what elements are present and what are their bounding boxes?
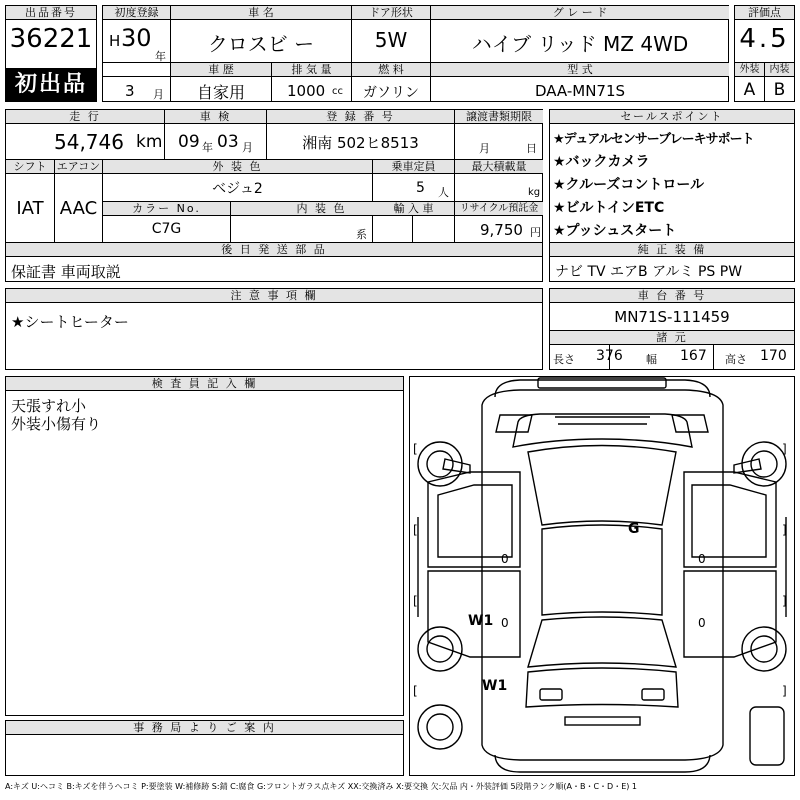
inspector-line: 外装小傷有り (11, 415, 102, 433)
header-section (5, 5, 795, 102)
vehicle-header-grid (102, 5, 729, 102)
docs-value: 保証書 車両取説 (11, 263, 121, 281)
ext-color: ベジュ2 (212, 181, 263, 197)
import-label: 輸 入 車 (373, 202, 454, 215)
bracket-mark: [ (413, 684, 418, 698)
inspection-month-unit: 月 (242, 141, 253, 154)
car-damage-diagram (410, 377, 794, 775)
bracket-mark: ] (782, 594, 787, 608)
vehicle-detail-grid (5, 109, 543, 282)
inspector-box (5, 376, 404, 716)
notes-label: 注 意 事 項 欄 (6, 289, 542, 303)
history-label: 車 歴 (171, 63, 271, 76)
capacity: 5 (416, 180, 425, 196)
bracket-mark: [ (413, 523, 418, 537)
displacement-label: 排 気 量 (272, 63, 351, 76)
inspection-year: 09 (178, 132, 200, 152)
damage-mark-left-door: W1 (468, 613, 494, 629)
chassis-label: 車 台 番 号 (550, 289, 794, 303)
spec-label: 諸 元 (550, 331, 794, 344)
ext-color-label: 外 装 色 (103, 160, 372, 173)
height-value: 170 (760, 348, 787, 364)
ac-label: エアコン (56, 160, 101, 173)
recycle-label: リサイクル預託金 (455, 202, 543, 215)
color-number: C7G (151, 221, 182, 237)
shift-label: シフト (6, 160, 54, 173)
score-value: 4.5 (739, 24, 790, 54)
sales-point-item: ★クルーズコントロール (553, 177, 705, 193)
chassis-box (549, 288, 795, 370)
damage-mark-windshield: G (628, 521, 640, 537)
exterior-grade: A (743, 80, 756, 100)
plate-label: 登 録 番 号 (267, 110, 454, 123)
era-prefix: H (109, 32, 121, 50)
sales-point-item: ★バックカメラ (553, 154, 650, 170)
exterior-label: 外装 (735, 63, 764, 76)
grade-label: グ レ ー ド (431, 6, 729, 19)
width-value: 167 (680, 348, 707, 364)
score-label: 評価点 (735, 6, 794, 20)
interior-label: 内装 (765, 63, 794, 76)
int-color-unit: 系 (356, 228, 367, 241)
first-reg-label: 初度登録 (103, 6, 170, 19)
model-label: 型 式 (431, 63, 729, 76)
int-color-label: 内 装 色 (231, 202, 412, 215)
recycle-fee: 9,750 (480, 221, 523, 239)
notes-value: ★シートヒーター (11, 313, 129, 331)
reg-year-unit: 年 (155, 50, 166, 63)
interior-grade: B (773, 80, 786, 100)
mileage-label: 走 行 (6, 110, 164, 123)
bracket-mark: ] (782, 442, 787, 456)
score-block (734, 5, 795, 102)
reg-month-unit: 月 (153, 88, 164, 101)
fuel: ガソリン (363, 85, 419, 101)
plate-number: 湘南 502ヒ8513 (302, 134, 419, 152)
displacement-unit: cc (332, 86, 343, 97)
bracket-mark: [ (413, 442, 418, 456)
transfer-day-unit: 日 (526, 142, 537, 155)
inspector-line: 天張すれ小 (11, 397, 87, 415)
equipment-value: ナビ TV エアB アルミ PS PW (555, 264, 743, 280)
lot-block (5, 5, 97, 102)
legend-text: A:キズ U:ヘコミ B:キズを伴うヘコミ P:要塗装 W:補修跡 S:錆 C:腐食 G:フロントガラス点キズ XX:交換済み X:要交換 欠:欠品 内・外装評価 5段階ランク順(A・B・C・D・E) 1 (5, 782, 638, 791)
door-label: ドア形状 (352, 6, 430, 19)
inspection-year-unit: 年 (202, 141, 213, 154)
chassis-number: MN71S-111459 (614, 308, 730, 326)
height-label: 高さ (725, 353, 747, 366)
office-box (5, 720, 404, 776)
bracket-mark: ] (782, 684, 787, 698)
mileage: 54,746 (54, 130, 124, 154)
lot-label: 出品番号 (6, 6, 96, 20)
sales-points-label: セールスポイント (550, 110, 794, 124)
sales-point-item: ★ビルトインETC (553, 200, 665, 216)
reg-month: 3 (125, 82, 135, 100)
docs-label: 後 日 発 送 部 品 (6, 243, 542, 256)
transfer-month-unit: 月 (479, 142, 490, 155)
inspection-month: 03 (217, 132, 239, 152)
bracket-mark: [ (413, 594, 418, 608)
office-label: 事 務 局 よ り ご 案 内 (6, 721, 403, 735)
zero-mark: 0 (501, 616, 509, 630)
max-load-label: 最大積載量 (455, 160, 543, 173)
air-conditioner: AAC (59, 198, 98, 219)
color-no-label: カラー No. (103, 202, 230, 215)
sales-point-item: ★デュアルセンサーブレーキサポート (553, 132, 754, 147)
car-name-label: 車 名 (171, 6, 351, 19)
door-type: 5W (374, 28, 408, 52)
capacity-unit: 人 (438, 186, 449, 199)
shift: IAT (16, 198, 44, 219)
length-value: 376 (596, 348, 623, 364)
model: DAA-MN71S (534, 82, 626, 100)
lot-number: 36221 (9, 24, 93, 54)
zero-mark: 0 (698, 616, 706, 630)
inspector-label: 検 査 員 記 入 欄 (6, 377, 403, 391)
notes-box (5, 288, 543, 370)
damage-mark-left-rear: W1 (482, 678, 508, 694)
recycle-unit: 円 (530, 226, 541, 239)
max-load-unit: kg (528, 187, 541, 198)
damage-diagram-box (409, 376, 795, 776)
width-label: 幅 (646, 353, 657, 366)
reg-year: 30 (121, 24, 152, 52)
bracket-mark: ] (782, 523, 787, 537)
zero-mark: 0 (501, 552, 509, 566)
transfer-label: 譲渡書類期限 (455, 110, 543, 123)
new-listing-badge: 初出品 (6, 68, 96, 101)
mileage-unit: km (136, 132, 163, 152)
inspection-label: 車 検 (165, 110, 266, 123)
sales-points-box (549, 109, 795, 282)
displacement: 1000 (287, 82, 326, 100)
length-label: 長さ (553, 353, 575, 366)
grade: ハイブ リッド MZ 4WD (471, 32, 689, 56)
zero-mark: 0 (698, 552, 706, 566)
history: 自家用 (196, 83, 245, 102)
sales-point-item: ★プッシュスタート (553, 223, 677, 239)
car-name: クロスビ ー (207, 32, 315, 56)
fuel-label: 燃 料 (352, 63, 430, 76)
capacity-label: 乗車定員 (373, 160, 454, 173)
equipment-label: 純 正 装 備 (550, 243, 794, 256)
